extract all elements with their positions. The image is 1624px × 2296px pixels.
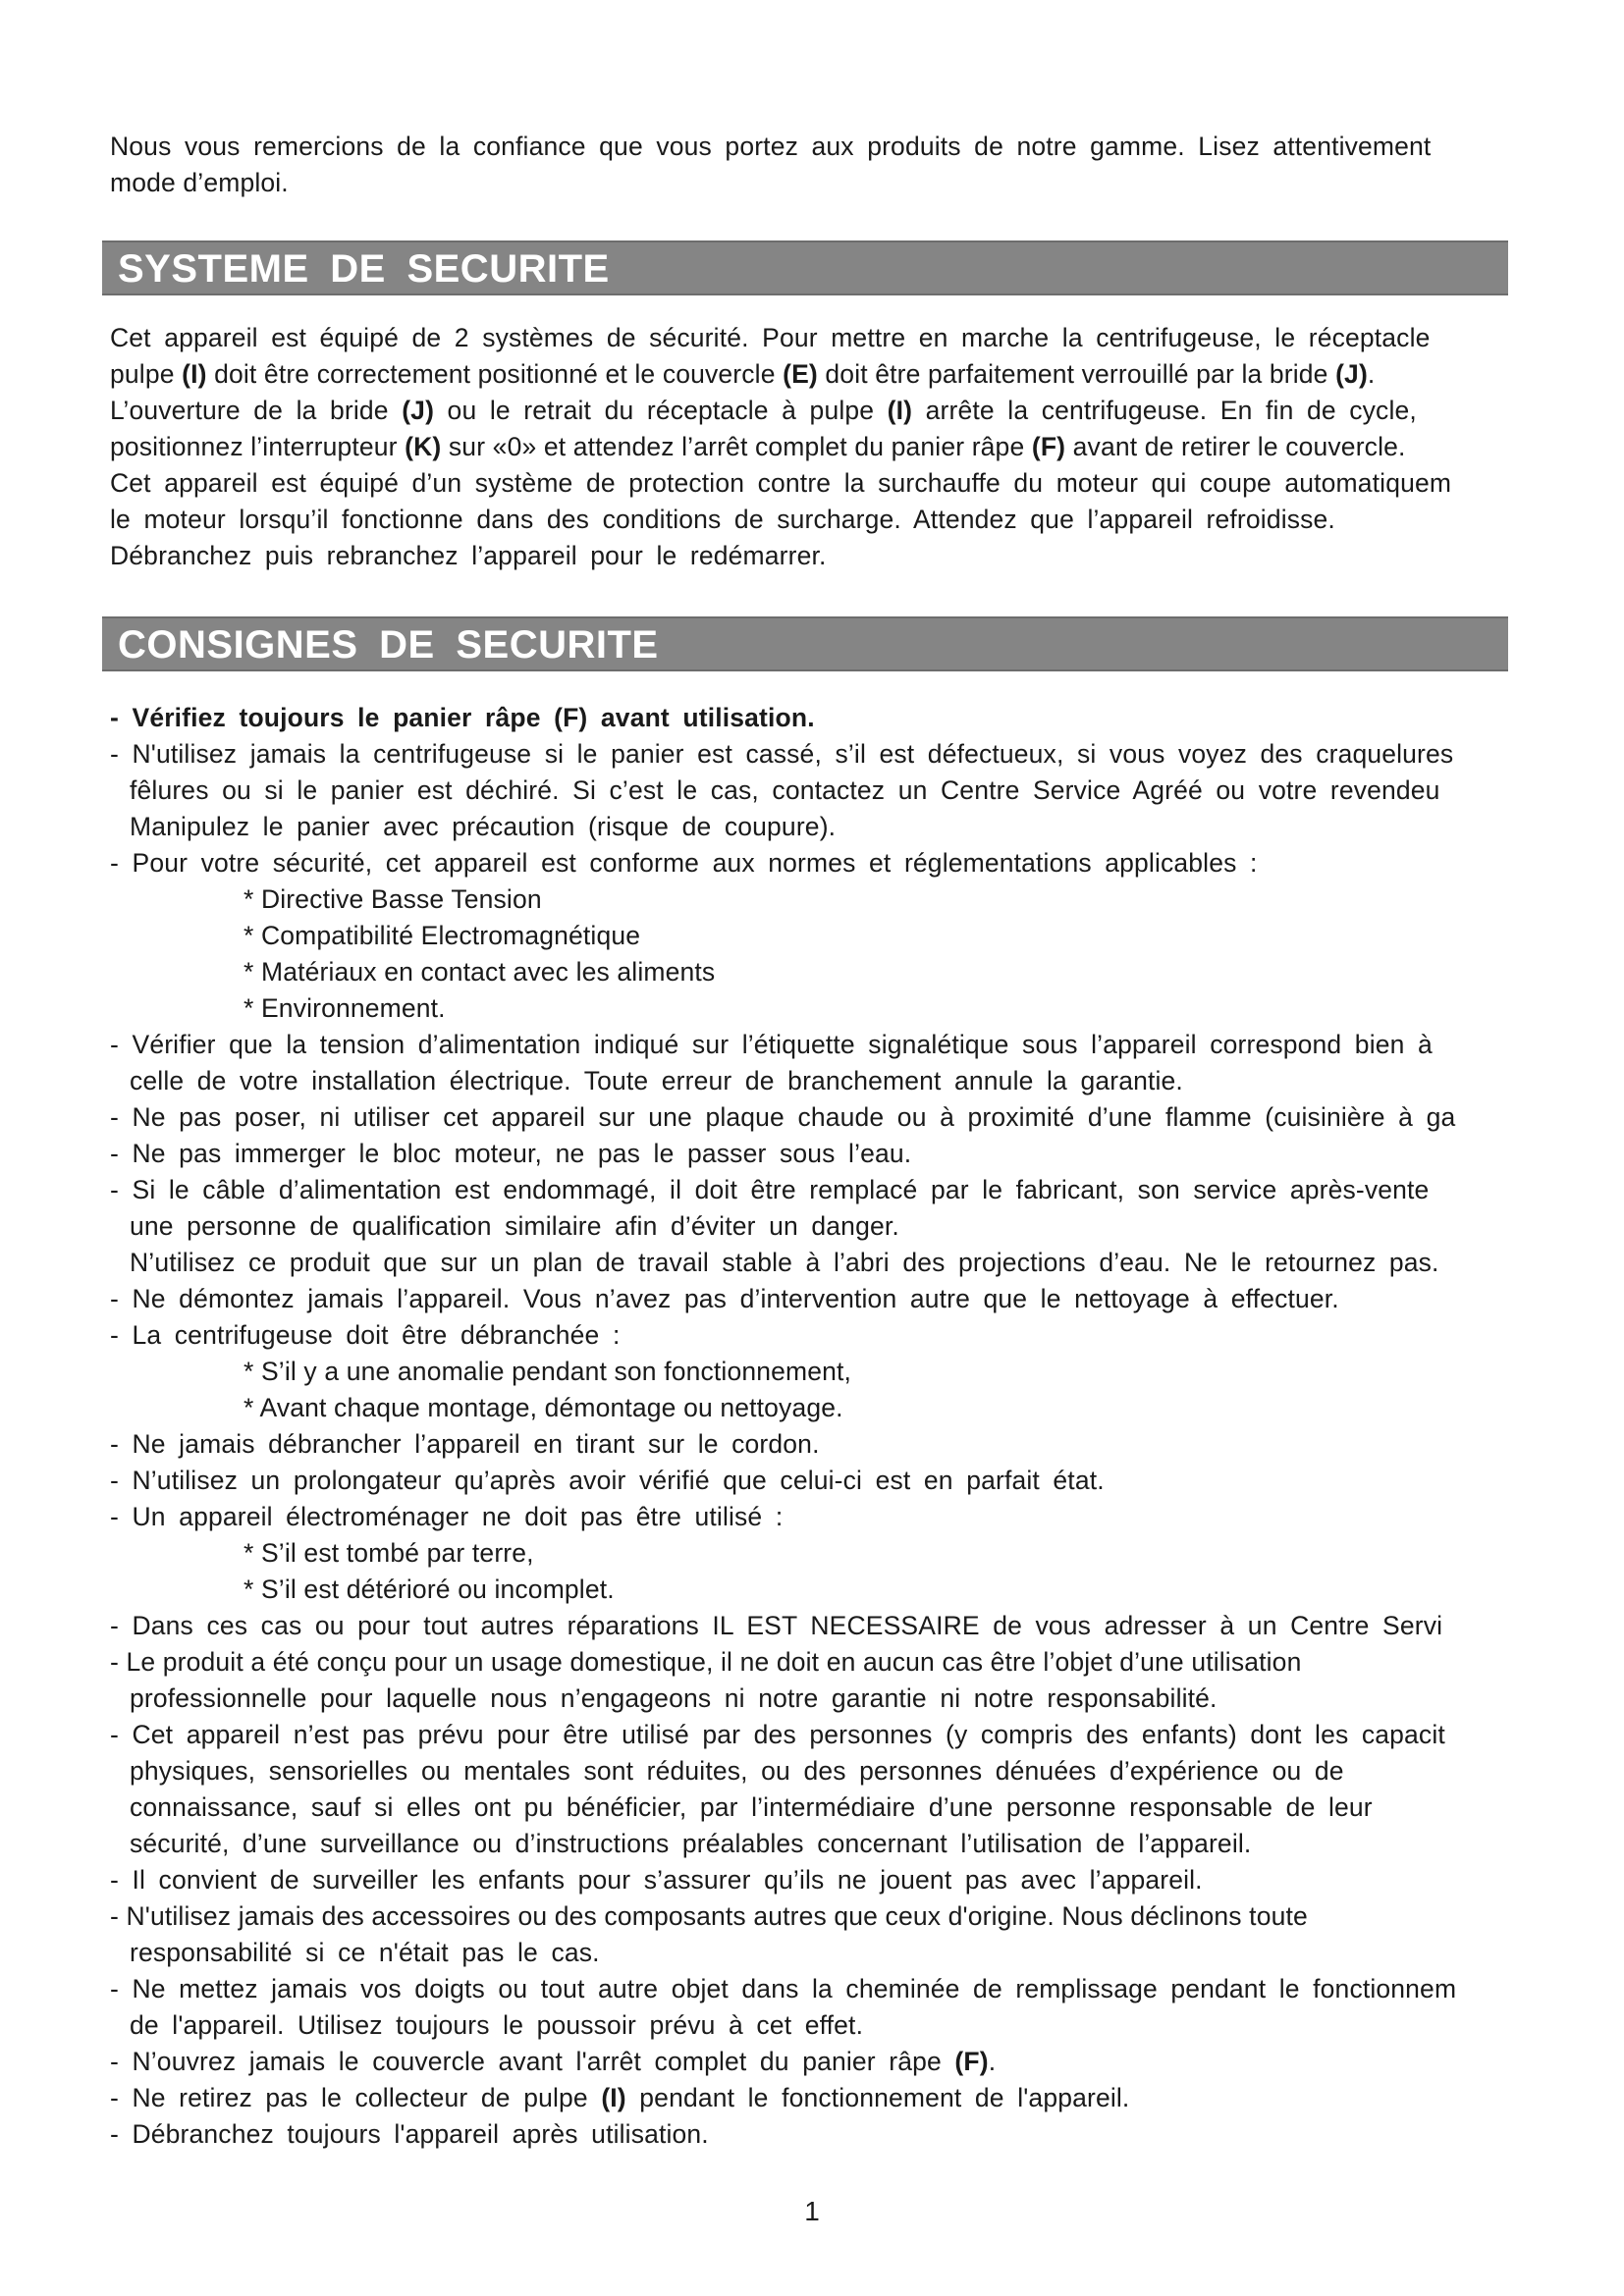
list-item: de l'appareil. Utilisez toujours le poussoir prévu à cet effet. <box>130 2010 864 2040</box>
list-item: une personne de qualification similaire afin d’éviter un danger. <box>130 1211 899 1241</box>
list-item: Manipulez le panier avec précaution (risque de coupure). <box>130 812 837 841</box>
list-item: - Si le câble d’alimentation est endommagé, il doit être remplacé par le fabricant, son service après-vente <box>110 1175 1430 1204</box>
intro-line: mode d’emploi. <box>110 168 289 197</box>
list-item: - Cet appareil n’est pas prévu pour être utilisé par des personnes (y compris des enfants) dont les capacit <box>110 1720 1445 1749</box>
list-item: - Le produit a été conçu pour un usage domestique, il ne doit en aucun cas être l’objet d’une utilisation <box>110 1647 1302 1677</box>
list-item: - N'utilisez jamais la centrifugeuse si le panier est cassé, s’il est défectueux, si vous voyez des craquelures <box>110 739 1454 769</box>
page-number: 1 <box>804 2196 820 2226</box>
list-item: - Dans ces cas ou pour tout autres réparations IL EST NECESSAIRE de vous adresser à un Centre Servi <box>110 1611 1443 1640</box>
sub-item: * Environnement. <box>244 993 446 1023</box>
list-item: - Vérifiez toujours le panier râpe (F) avant utilisation. <box>110 703 815 732</box>
list-item: - Ne retirez pas le collecteur de pulpe (I) pendant le fonctionnement de l'appareil. <box>110 2083 1130 2112</box>
list-item: - Ne pas poser, ni utiliser cet appareil sur une plaque chaude ou à proximité d’une flamme (cuisinière à ga <box>110 1102 1456 1132</box>
section-header-consignes <box>102 616 1508 671</box>
sub-item: * S’il est tombé par terre, <box>244 1538 534 1568</box>
list-item: sécurité, d’une surveillance ou d’instructions préalables concernant l’utilisation de l’appareil. <box>130 1829 1252 1858</box>
paragraph-line: Cet appareil est équipé de 2 systèmes de sécurité. Pour mettre en marche la centrifugeuse, le réceptacle <box>110 323 1431 352</box>
sub-item: * S’il y a une anomalie pendant son fonctionnement, <box>244 1357 852 1386</box>
list-item: - Vérifier que la tension d’alimentation indiqué sur l’étiquette signalétique sous l’appareil correspond bien à <box>110 1030 1433 1059</box>
paragraph-line: Débranchez puis rebranchez l’appareil pour le redémarrer. <box>110 541 827 570</box>
list-item: celle de votre installation électrique. Toute erreur de branchement annule la garantie. <box>130 1066 1183 1095</box>
paragraph-line: le moteur lorsqu’il fonctionne dans des conditions de surcharge. Attendez que l’appareil refroidisse. <box>110 505 1335 534</box>
paragraph-line: positionnez l’interrupteur (K) sur «0» et attendez l’arrêt complet du panier râpe (F) avant de retirer le couvercle. <box>110 432 1406 461</box>
list-item: - Ne démontez jamais l’appareil. Vous n’avez pas d’intervention autre que le nettoyage à effectuer. <box>110 1284 1339 1313</box>
section-header-securite <box>102 240 1508 295</box>
list-item: N’utilisez ce produit que sur un plan de travail stable à l’abri des projections d’eau. Ne le retournez pas. <box>130 1248 1439 1277</box>
list-item: - Un appareil électroménager ne doit pas être utilisé : <box>110 1502 784 1531</box>
paragraph-line: pulpe (I) doit être correctement positionné et le couvercle (E) doit être parfaitement verrouillé par la bride (J). <box>110 359 1376 389</box>
list-item: - La centrifugeuse doit être débranchée : <box>110 1320 621 1350</box>
list-item: - Pour votre sécurité, cet appareil est conforme aux normes et réglementations applicables : <box>110 848 1258 878</box>
list-item: - Ne pas immerger le bloc moteur, ne pas le passer sous l’eau. <box>110 1139 912 1168</box>
section-title: CONSIGNES DE SECURITE <box>118 623 659 667</box>
sub-item: * Matériaux en contact avec les aliments <box>244 957 716 987</box>
list-item: fêlures ou si le panier est déchiré. Si c’est le cas, contactez un Centre Service Agréé ou votre revendeu <box>130 775 1440 805</box>
list-item: - N’ouvrez jamais le couvercle avant l'arrêt complet du panier râpe (F). <box>110 2047 997 2076</box>
section-title: SYSTEME DE SECURITE <box>118 247 610 291</box>
list-item: - Débranchez toujours l'appareil après utilisation. <box>110 2119 709 2149</box>
paragraph-line: Cet appareil est équipé d’un système de protection contre la surchauffe du moteur qui coupe automatiquem <box>110 468 1452 498</box>
sub-item: * S’il est détérioré ou incomplet. <box>244 1575 615 1604</box>
list-item: connaissance, sauf si elles ont pu bénéficier, par l’intermédiaire d’une personne responsable de leur <box>130 1792 1373 1822</box>
list-item: - Ne mettez jamais vos doigts ou tout autre objet dans la cheminée de remplissage pendant le fonctionnem <box>110 1974 1457 2003</box>
list-item: responsabilité si ce n'était pas le cas. <box>130 1938 600 1967</box>
list-item: - Il convient de surveiller les enfants pour s’assurer qu’ils ne jouent pas avec l’appareil. <box>110 1865 1203 1895</box>
list-item: - N’utilisez un prolongateur qu’après avoir vérifié que celui-ci est en parfait état. <box>110 1466 1105 1495</box>
list-item: physiques, sensorielles ou mentales sont réduites, ou des personnes dénuées d’expérience ou de <box>130 1756 1344 1786</box>
intro-line: Nous vous remercions de la confiance que vous portez aux produits de notre gamme. Lisez attentivement <box>110 132 1432 161</box>
paragraph-line: L’ouverture de la bride (J) ou le retrait du réceptacle à pulpe (I) arrête la centrifugeuse. En fin de cycle, <box>110 396 1417 425</box>
list-item: - Ne jamais débrancher l’appareil en tirant sur le cordon. <box>110 1429 820 1459</box>
sub-item: * Directive Basse Tension <box>244 884 542 914</box>
sub-item: * Compatibilité Electromagnétique <box>244 921 641 950</box>
list-item: professionnelle pour laquelle nous n’engageons ni notre garantie ni notre responsabilité. <box>130 1683 1218 1713</box>
sub-item: * Avant chaque montage, démontage ou nettoyage. <box>244 1393 843 1422</box>
list-item: - N'utilisez jamais des accessoires ou des composants autres que ceux d'origine. Nous déclinons toute <box>110 1901 1308 1931</box>
